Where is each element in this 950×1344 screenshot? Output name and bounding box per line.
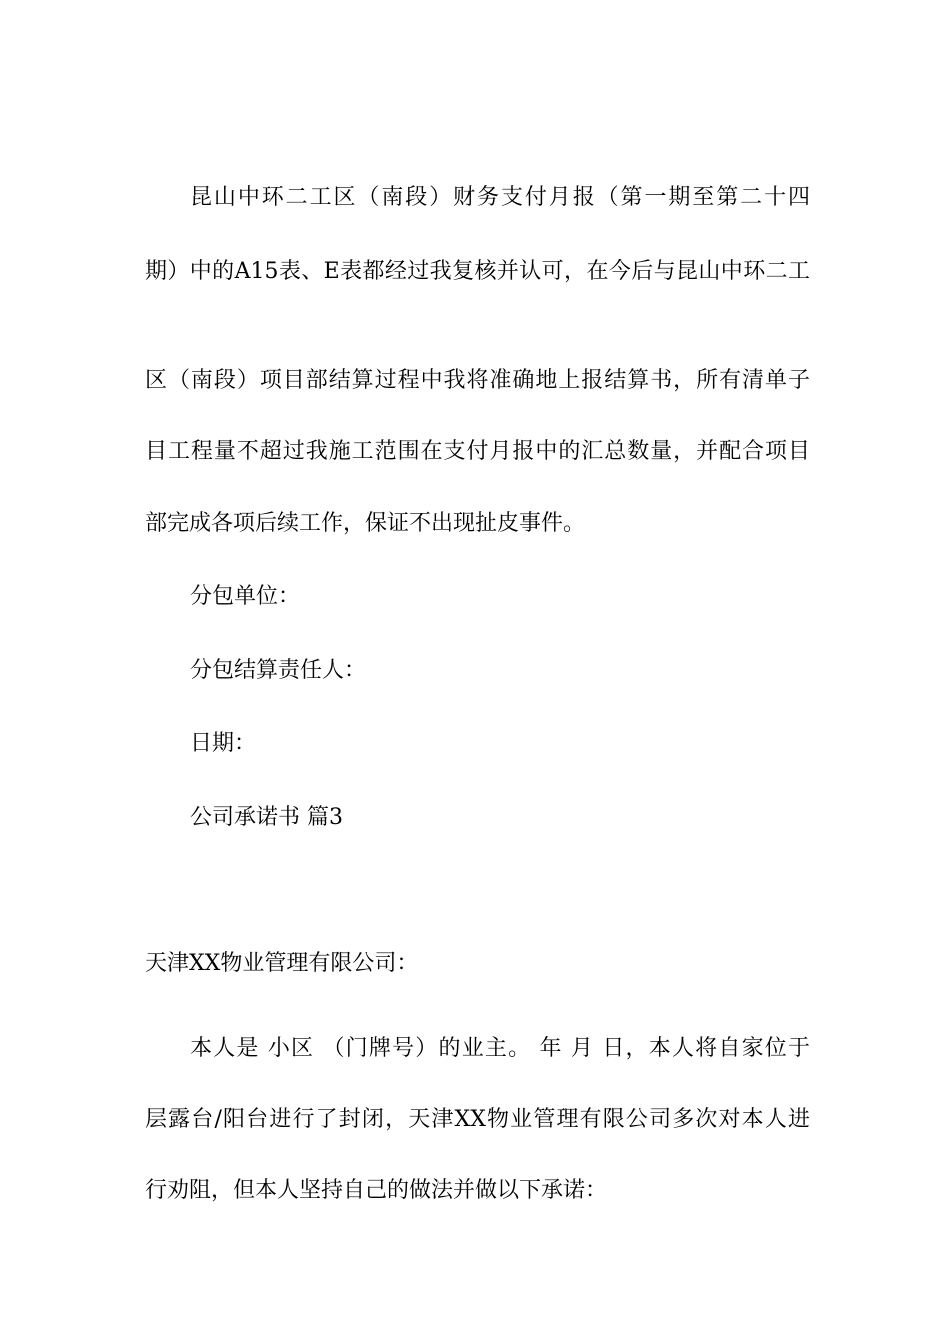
- paragraph-2-line-1: 本人是 小区 （门牌号）的业主。 年 月 日，本人将自家位于: [190, 1036, 810, 1061]
- paragraph-1-line-5: 部完成各项后续工作，保证不出现扯皮事件。: [145, 511, 586, 536]
- paragraph-2-line-2: 层露台/阳台进行了封闭，天津XX物业管理有限公司多次对本人进: [145, 1107, 810, 1132]
- addressee: 天津XX物业管理有限公司：: [145, 951, 419, 976]
- section-title: 公司承诺书 篇3: [190, 805, 343, 830]
- paragraph-1-line-2: 期）中的A15表、E表都经过我复核并认可，在今后与昆山中环二工: [145, 259, 810, 284]
- date-label: 日期：: [190, 731, 257, 756]
- subcontract-unit-label: 分包单位：: [190, 584, 301, 609]
- paragraph-1-line-1: 昆山中环二工区（南段）财务支付月报（第一期至第二十四: [190, 185, 810, 210]
- paragraph-1-line-4: 目工程量不超过我施工范围在支付月报中的汇总数量，并配合项目: [145, 439, 810, 464]
- paragraph-2-line-3: 行劝阻，但本人坚持自己的做法并做以下承诺：: [145, 1178, 608, 1203]
- settlement-person-label: 分包结算责任人：: [190, 658, 367, 683]
- paragraph-1-line-3: 区（南段）项目部结算过程中我将准确地上报结算书，所有清单子: [145, 368, 810, 393]
